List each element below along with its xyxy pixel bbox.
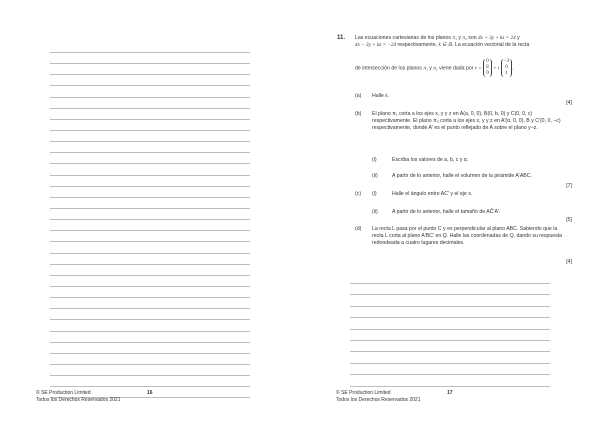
part-c-ii-label: (ii)	[372, 209, 378, 215]
part-d-text: La recta L pasa por el punto C y es perpendicular al plano ABC. Sabiendo que la recta L corta al plano A′BC′ en Q. Halle las coordenadas de Q, dando su respuesta redondeada a cuatro lugares decimales.	[372, 226, 563, 246]
position-vector: 0 8 0	[483, 59, 492, 77]
footer-rights: Todos los Derechos Reservados 2021	[336, 397, 421, 403]
question-number: 11.	[337, 35, 346, 41]
marks-d: [4]	[566, 259, 572, 265]
page-number: 16	[147, 390, 153, 396]
right-page	[300, 0, 600, 424]
footer-copyright: © SE Production Limited	[336, 390, 391, 396]
answer-lines	[50, 52, 250, 409]
part-d-label: (d)	[355, 226, 362, 232]
part-b-i-text: Escriba los valores de a, b, c y α.	[392, 157, 469, 163]
page-number: 17	[447, 390, 453, 396]
part-a-label: (a)	[355, 93, 362, 99]
part-c-i-label: (i)	[372, 191, 377, 197]
marks-a: [4]	[566, 100, 572, 106]
part-b-label: (b)	[355, 111, 362, 117]
footer-copyright: © SE Production Limited	[36, 390, 91, 396]
question-intro: Las ecuaciones cartesianas de los planos π₁ y π₂ son 4x + 3y + kz = 24 y 4x − 3y + kz = −24 respectivamente, k ∈ ℝ. La ecuación vectorial de la recta	[355, 35, 530, 48]
part-c-i-text: Halle el ángulo entre AC′ y el eje x.	[392, 191, 473, 197]
answer-lines	[350, 283, 550, 397]
vector-equation: de intersección de los planos π₁ y π₂ viene dada por r = 0 8 0 + t −3 0 1.	[355, 59, 514, 76]
part-b-i-label: (i)	[372, 157, 377, 163]
marks-b: [7]	[566, 183, 572, 189]
part-a-text: Halle k.	[372, 93, 390, 99]
part-c-ii-text: A partir de lo anterior, halle el tamaño de AĈ′A′.	[392, 209, 501, 215]
part-c-label: (c)	[355, 191, 362, 197]
direction-vector: −3 0 1	[501, 59, 512, 77]
part-b-ii-text: A partir de lo anterior, halle el volumen de la pirámide A′ABC.	[392, 173, 532, 179]
marks-c: [5]	[566, 217, 572, 223]
part-b-text: El plano π₁ corta a los ejes x, y y z en A(a, 0, 0), B(0, b, 0) y C(0, 0, c) respectivamente. El plano π₂ corta a los ejes x, y y z en A′(α, 0, 0), B y C′(0, 0, −c) respectivamente, donde A′ es el punto reflejado de A sobre el plano y−z.	[372, 111, 561, 131]
footer-rights: Todos los Derechos Reservados 2021	[36, 397, 121, 403]
part-b-ii-label: (ii)	[372, 173, 378, 179]
